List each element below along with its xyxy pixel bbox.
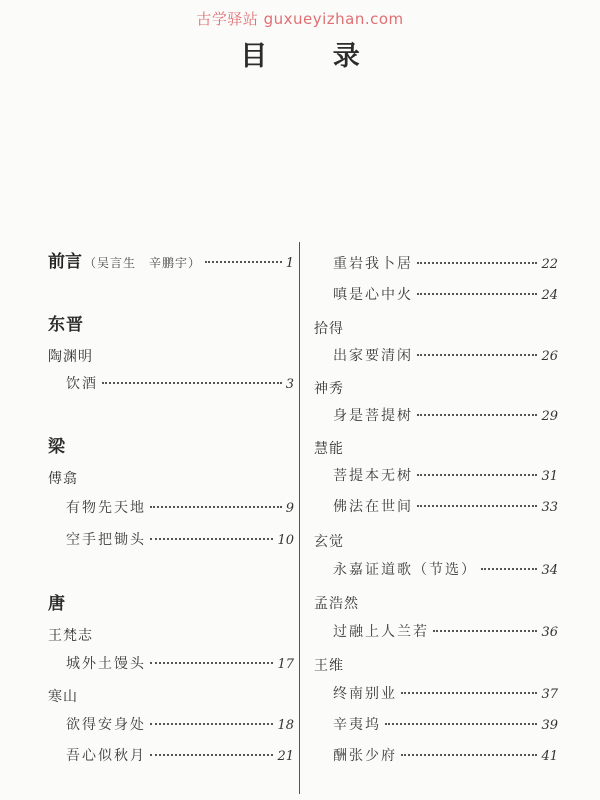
- leader-dots: [433, 630, 537, 632]
- toc-entry[interactable]: [66, 714, 294, 734]
- leader-dots: [417, 293, 537, 295]
- page-number: 39: [541, 718, 558, 733]
- toc-entry-preface[interactable]: [48, 247, 294, 272]
- page-number: 41: [541, 749, 558, 764]
- author-taoyuanming: 陶渊明: [48, 349, 93, 365]
- toc-entry[interactable]: [333, 345, 558, 365]
- toc-entry[interactable]: [66, 529, 294, 549]
- page-number: 26: [541, 349, 558, 364]
- column-divider: [299, 242, 300, 794]
- page-number: 1: [285, 256, 294, 271]
- entry-title: 出家要清闲: [333, 348, 413, 364]
- author-wangfanzhi: 王梵志: [48, 628, 93, 644]
- entry-title: 终南别业: [333, 686, 397, 702]
- leader-dots: [417, 262, 537, 264]
- page-number: 17: [277, 657, 294, 672]
- preface-authors: （吴言生 辛鹏宇）: [84, 256, 202, 270]
- leader-dots: [150, 662, 273, 664]
- leader-dots: [385, 723, 537, 725]
- toc-entry[interactable]: [66, 653, 294, 673]
- leader-dots: [417, 474, 537, 476]
- section-heading-tang: 唐: [48, 594, 66, 614]
- page-number: 29: [541, 409, 558, 424]
- page-number: 24: [541, 288, 558, 303]
- page-number: 9: [285, 501, 294, 516]
- author-fuxi: 傅翕: [48, 471, 78, 487]
- toc-entry[interactable]: [333, 284, 558, 304]
- author-shide: 拾得: [314, 321, 344, 337]
- entry-title: 有物先天地: [66, 500, 146, 516]
- page-number: 18: [277, 718, 294, 733]
- author-huineng: 慧能: [314, 441, 344, 457]
- page-number: 34: [541, 563, 558, 578]
- preface-label: 前言: [48, 252, 82, 272]
- leader-dots: [401, 754, 537, 756]
- entry-title: 空手把锄头: [66, 532, 146, 548]
- page-number: 21: [277, 749, 294, 764]
- page-number: 22: [541, 257, 558, 272]
- entry-title: 重岩我卜居: [333, 256, 413, 272]
- author-xuanjue: 玄觉: [314, 534, 344, 550]
- toc-entry[interactable]: [333, 745, 558, 765]
- entry-title: 城外土馒头: [66, 656, 146, 672]
- entry-title: 嗔是心中火: [333, 287, 413, 303]
- leader-dots: [417, 354, 537, 356]
- author-menghaoran: 孟浩然: [314, 596, 359, 612]
- toc-entry[interactable]: [333, 714, 558, 734]
- leader-dots: [150, 754, 273, 756]
- toc-entry[interactable]: [333, 621, 558, 641]
- author-hanshan: 寒山: [48, 689, 78, 705]
- toc-entry[interactable]: [333, 253, 558, 273]
- page-number: 33: [541, 500, 558, 515]
- page-title: 目 录: [240, 41, 388, 72]
- toc-entry[interactable]: [333, 465, 558, 485]
- entry-title: 永嘉证道歌（节选）: [333, 562, 477, 578]
- entry-title: 佛法在世间: [333, 499, 413, 515]
- leader-dots: [150, 538, 273, 540]
- entry-title: 饮酒: [66, 376, 98, 392]
- entry-title: 菩提本无树: [333, 468, 413, 484]
- leader-dots: [401, 692, 537, 694]
- page-number: 37: [541, 687, 558, 702]
- toc-entry[interactable]: [333, 683, 558, 703]
- entry-title: 欲得安身处: [66, 717, 146, 733]
- leader-dots: [417, 414, 537, 416]
- page-number: 3: [285, 377, 294, 392]
- leader-dots: [417, 505, 537, 507]
- toc-entry[interactable]: [333, 405, 558, 425]
- toc-entry[interactable]: [66, 497, 294, 517]
- section-heading-dongjin: 东晋: [48, 315, 84, 335]
- page-number: 36: [541, 625, 558, 640]
- entry-title: 辛夷坞: [333, 717, 381, 733]
- entry-title: 吾心似秋月: [66, 748, 146, 764]
- entry-title: 身是菩提树: [333, 408, 413, 424]
- leader-dots: [205, 261, 282, 263]
- toc-entry[interactable]: [333, 559, 558, 579]
- page-number: 31: [541, 469, 558, 484]
- author-shenxiu: 神秀: [314, 381, 344, 397]
- author-wangwei: 王维: [314, 658, 344, 674]
- page-number: 10: [277, 533, 294, 548]
- toc-entry[interactable]: [66, 373, 294, 393]
- entry-title: 酬张少府: [333, 748, 397, 764]
- section-heading-liang: 梁: [48, 437, 66, 457]
- leader-dots: [481, 568, 537, 570]
- watermark-text: 古学驿站 guxueyizhan.com: [196, 10, 404, 28]
- toc-entry[interactable]: [333, 496, 558, 516]
- entry-title: 过融上人兰若: [333, 624, 429, 640]
- leader-dots: [150, 723, 273, 725]
- leader-dots: [150, 506, 282, 508]
- toc-entry[interactable]: [66, 745, 294, 765]
- leader-dots: [102, 382, 282, 384]
